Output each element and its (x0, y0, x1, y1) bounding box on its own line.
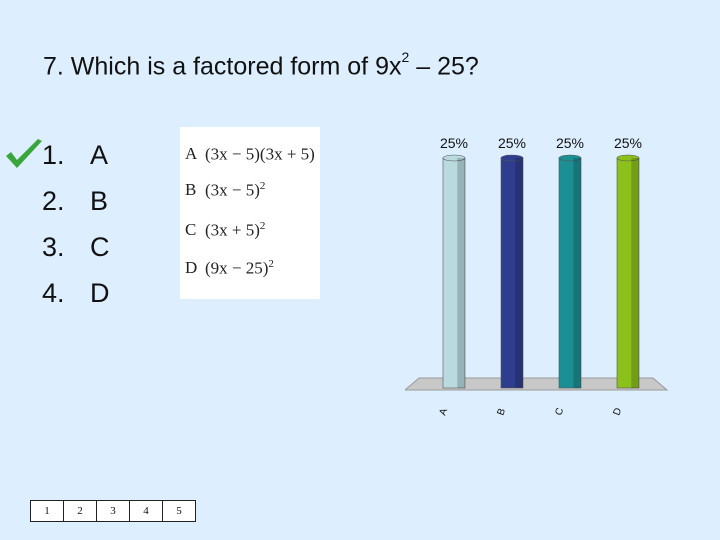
correct-check-icon (4, 138, 44, 172)
answer-letter: B (90, 185, 109, 216)
counter-box: 3 (96, 500, 129, 522)
chart-value-label: 25% (555, 135, 585, 151)
answer-number: 1. (42, 139, 65, 170)
option-expression (205, 220, 265, 241)
answer-letter: D (90, 277, 110, 308)
chart-bar (617, 155, 639, 388)
counter-box: 5 (162, 500, 196, 522)
option-row (185, 177, 265, 203)
option-expression (205, 180, 265, 201)
option-exponent: 2 (259, 179, 266, 192)
option-expression (205, 144, 315, 165)
answer-item[interactable] (42, 224, 130, 270)
chart-category-label: A (437, 406, 451, 418)
option-expression-text: (3x + 5) (205, 220, 260, 240)
answer-number: 2. (42, 185, 65, 216)
chart-category-label: C (553, 406, 567, 418)
counter-box: 4 (129, 500, 162, 522)
chart-value-label: 25% (613, 135, 643, 151)
question-prefix: 7. Which is a factored form of 9x (43, 52, 402, 81)
chart-value-label: 25% (497, 135, 527, 151)
results-bar-chart (405, 120, 675, 430)
chart-bars (443, 155, 639, 388)
option-row (185, 255, 274, 281)
chart-value-labels (440, 135, 642, 151)
chart-category-label: D (611, 406, 625, 418)
answer-number: 4. (42, 277, 65, 308)
answer-letter: C (90, 231, 110, 262)
option-letter: C (185, 220, 197, 239)
option-expression-text: (3x − 5)(3x + 5) (205, 144, 315, 164)
option-expression (205, 258, 274, 279)
question-exponent: 2 (401, 49, 410, 65)
chart-value-label: 25% (439, 135, 469, 151)
chart-category-label: B (495, 406, 509, 418)
option-row (185, 141, 315, 167)
chart-bar (443, 155, 465, 388)
option-exponent: 2 (268, 257, 274, 270)
option-letter: D (185, 258, 198, 277)
options-image (180, 127, 320, 299)
option-letter: B (185, 180, 197, 199)
answer-item[interactable] (42, 178, 130, 224)
chart-bar (501, 155, 523, 388)
question-suffix: – 25? (409, 52, 479, 81)
counter-box: 1 (30, 500, 63, 522)
chart-category-labels (437, 406, 624, 417)
option-expression-text: (9x − 25) (205, 258, 269, 278)
answer-letter: A (90, 139, 109, 170)
answer-list (42, 132, 130, 316)
question-text (43, 49, 479, 81)
answer-item[interactable] (42, 270, 130, 316)
chart-bar (559, 155, 581, 388)
answer-item[interactable] (42, 132, 130, 178)
response-counter (30, 500, 196, 522)
answer-number: 3. (42, 231, 65, 262)
counter-box: 2 (63, 500, 96, 522)
option-letter: A (185, 144, 198, 163)
option-exponent: 2 (259, 219, 266, 232)
option-row (185, 217, 265, 243)
option-expression-text: (3x − 5) (205, 180, 260, 200)
